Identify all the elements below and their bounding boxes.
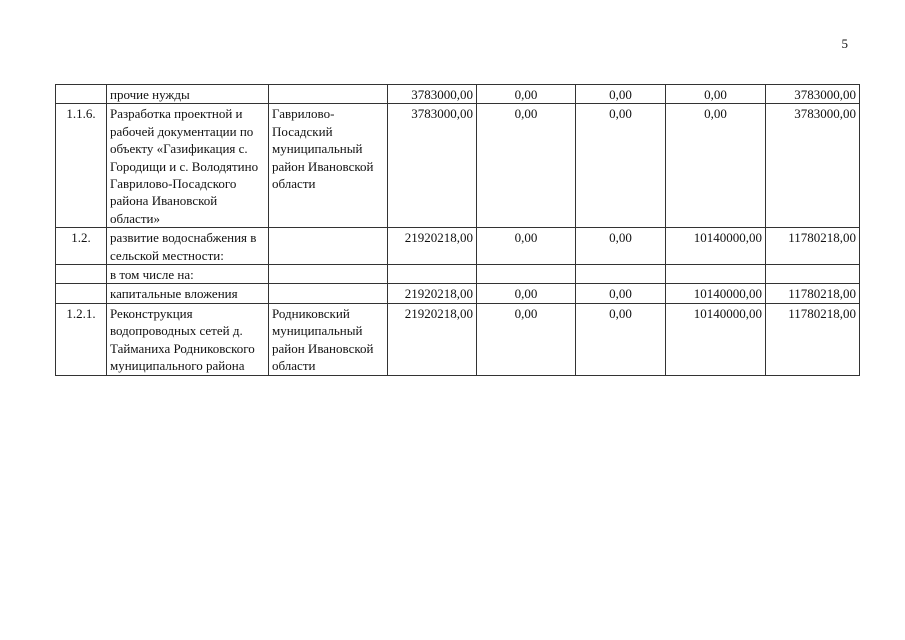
row-value-cell: 10140000,00 xyxy=(666,228,766,265)
row-name-cell: развитие водоснабжения в сельской местности: xyxy=(107,228,269,265)
budget-table xyxy=(55,84,860,376)
row-name-cell: в том числе на: xyxy=(107,265,269,284)
row-value-cell: 3783000,00 xyxy=(766,85,860,104)
row-name-cell: Реконструкция водопроводных сетей д. Тайманиха Родниковского муниципального района xyxy=(107,303,269,375)
row-total-cell: 21920218,00 xyxy=(388,284,477,303)
row-value-cell: 10140000,00 xyxy=(666,303,766,375)
row-executor-cell xyxy=(269,265,388,284)
row-value-cell xyxy=(666,265,766,284)
row-value-cell: 11780218,00 xyxy=(766,228,860,265)
row-value-cell: 0,00 xyxy=(576,104,666,228)
row-value-cell xyxy=(576,265,666,284)
table-row xyxy=(56,284,860,303)
row-value-cell xyxy=(766,265,860,284)
row-executor-cell xyxy=(269,284,388,303)
page-number: 5 xyxy=(841,36,848,51)
row-total-cell: 21920218,00 xyxy=(388,228,477,265)
row-number-cell xyxy=(56,284,107,303)
row-value-cell: 0,00 xyxy=(666,104,766,228)
table-row xyxy=(56,265,860,284)
row-value-cell: 11780218,00 xyxy=(766,303,860,375)
row-value-cell: 0,00 xyxy=(477,228,576,265)
row-value-cell: 0,00 xyxy=(666,85,766,104)
table-row xyxy=(56,228,860,265)
table-row xyxy=(56,104,860,228)
row-value-cell: 0,00 xyxy=(477,303,576,375)
row-value-cell: 0,00 xyxy=(477,104,576,228)
row-value-cell xyxy=(477,265,576,284)
row-executor-cell: Гаврилово-Посадский муниципальный район Ивановской области xyxy=(269,104,388,228)
row-total-cell xyxy=(388,265,477,284)
row-number-cell xyxy=(56,85,107,104)
row-value-cell: 0,00 xyxy=(477,284,576,303)
row-value-cell: 0,00 xyxy=(576,228,666,265)
row-executor-cell xyxy=(269,228,388,265)
row-number-cell: 1.2. xyxy=(56,228,107,265)
row-value-cell: 0,00 xyxy=(576,303,666,375)
row-total-cell: 21920218,00 xyxy=(388,303,477,375)
table-row xyxy=(56,303,860,375)
row-number-cell xyxy=(56,265,107,284)
row-executor-cell: Родниковский муниципальный район Ивановской области xyxy=(269,303,388,375)
row-name-cell: Разработка проектной и рабочей документации по объекту «Газификация с. Городищи и с. Володятино Гаврилово-Посадского района Ивановской области» xyxy=(107,104,269,228)
row-executor-cell xyxy=(269,85,388,104)
row-value-cell: 0,00 xyxy=(576,85,666,104)
row-value-cell: 0,00 xyxy=(477,85,576,104)
row-number-cell: 1.1.6. xyxy=(56,104,107,228)
table-row xyxy=(56,85,860,104)
row-total-cell: 3783000,00 xyxy=(388,104,477,228)
row-value-cell: 3783000,00 xyxy=(766,104,860,228)
row-name-cell: прочие нужды xyxy=(107,85,269,104)
row-value-cell: 11780218,00 xyxy=(766,284,860,303)
row-value-cell: 10140000,00 xyxy=(666,284,766,303)
row-total-cell: 3783000,00 xyxy=(388,85,477,104)
row-name-cell: капитальные вложения xyxy=(107,284,269,303)
row-number-cell: 1.2.1. xyxy=(56,303,107,375)
row-value-cell: 0,00 xyxy=(576,284,666,303)
